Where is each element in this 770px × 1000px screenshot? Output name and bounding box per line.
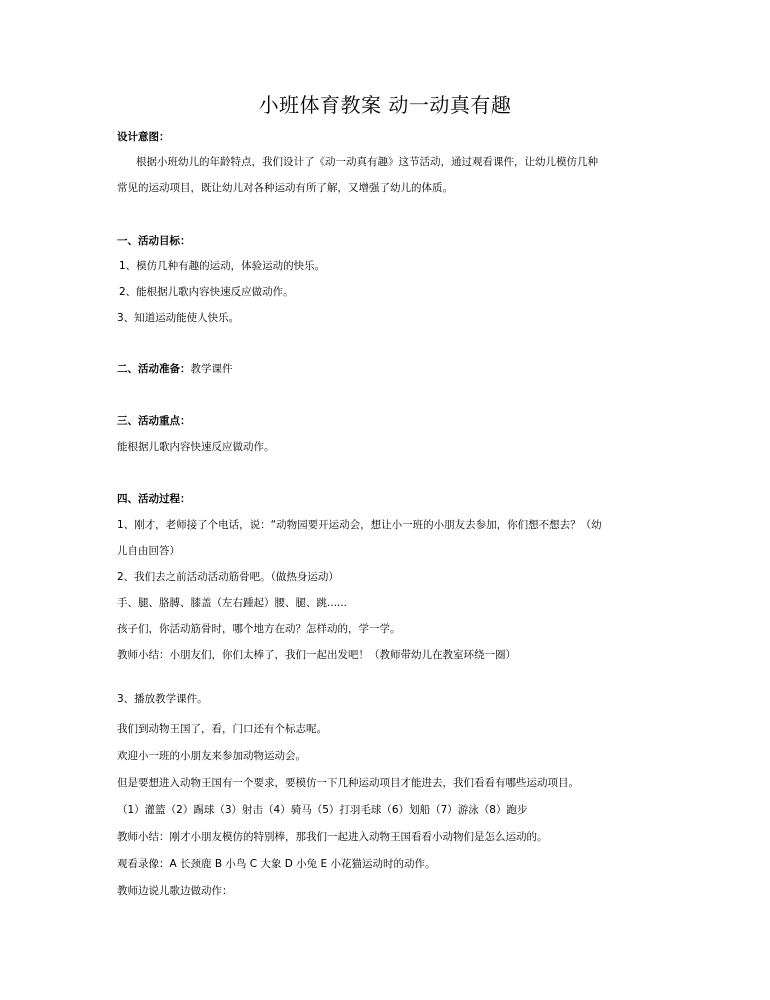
preparation-row [117, 362, 662, 376]
preparation-value: 教学课件 [190, 363, 233, 375]
focus-value: 能根据儿歌内容快速反应做动作。 [117, 441, 275, 453]
goals-heading: 一、活动目标： [117, 235, 191, 247]
process-step-2-question: 孩子们，你活动筋骨时，哪个地方在动？怎样动的，学一学。 [117, 623, 401, 635]
design-intent-paragraph-line-2: 常见的运动项目，既让幼儿对各种运动有所了解，又增强了幼儿的体质。 [117, 182, 453, 194]
preparation-heading: 二、活动准备： [117, 363, 191, 375]
goal-item-3: 3、知道运动能使人快乐。 [117, 312, 240, 324]
process-step-3-line-a: 我们到动物王国了，看，门口还有个标志呢。 [117, 723, 327, 735]
process-step-1-line-2: 儿自由回答） [117, 545, 180, 557]
process-step-2-summary: 教师小结：小朋友们，你们太棒了，我们一起出发吧！（教师带幼儿在教室环绕一圈） [117, 649, 516, 661]
process-step-3-summary: 教师小结：刚才小朋友模仿的特别棒，那我们一起进入动物王国看看小动物们是怎么运动的。 [117, 831, 548, 843]
process-heading: 四、活动过程： [117, 493, 191, 505]
process-step-3-line-b: 欢迎小一班的小朋友来参加动物运动会。 [117, 750, 306, 762]
process-step-3-video: 观看录像：A 长颈鹿 B 小鸟 C 大象 D 小兔 E 小花猫运动时的动作。 [117, 858, 436, 870]
goal-item-2: 2、能根据儿歌内容快速反应做动作。 [119, 286, 294, 298]
process-step-2-actions: 手、腿、胳膊、膝盖（左右踵起）腰、腿、跳...... [117, 597, 348, 609]
process-step-3-line-c: 但是要想进入动物王国有一个要求，要模仿一下几种运动项目才能进去，我们看看有哪些运动项目。 [117, 777, 579, 789]
process-step-3: 3、播放教学课件。 [117, 693, 208, 705]
focus-heading: 三、活动重点： [117, 415, 191, 427]
process-step-2: 2、我们去之前活动活动筋骨吧。（做热身运动） [117, 571, 339, 583]
page-title: 小班体育教案 动一动真有趣 [258, 93, 512, 117]
process-step-1-line-1: 1、刚才，老师接了个电话，说：“动物园要开运动会，想让小一班的小朋友去参加，你们想不想去？（幼 [117, 519, 602, 531]
process-step-3-rhyme-intro: 教师边说儿歌边做动作： [117, 885, 233, 897]
goal-item-1: 1、模仿几种有趣的运动，体验运动的快乐。 [119, 260, 326, 272]
design-intent-paragraph-line-1: 根据小班幼儿的年龄特点，我们设计了《动一动真有趣》这节活动，通过观看课件，让幼儿模仿几种 [136, 156, 598, 168]
design-intent-label: 设计意图： [117, 131, 170, 143]
process-step-3-sports-list: （1）灌篮（2）踢球（3）射击（4）骑马（5）打羽毛球（6）划船（7）游泳（8）跑步 [117, 804, 528, 816]
